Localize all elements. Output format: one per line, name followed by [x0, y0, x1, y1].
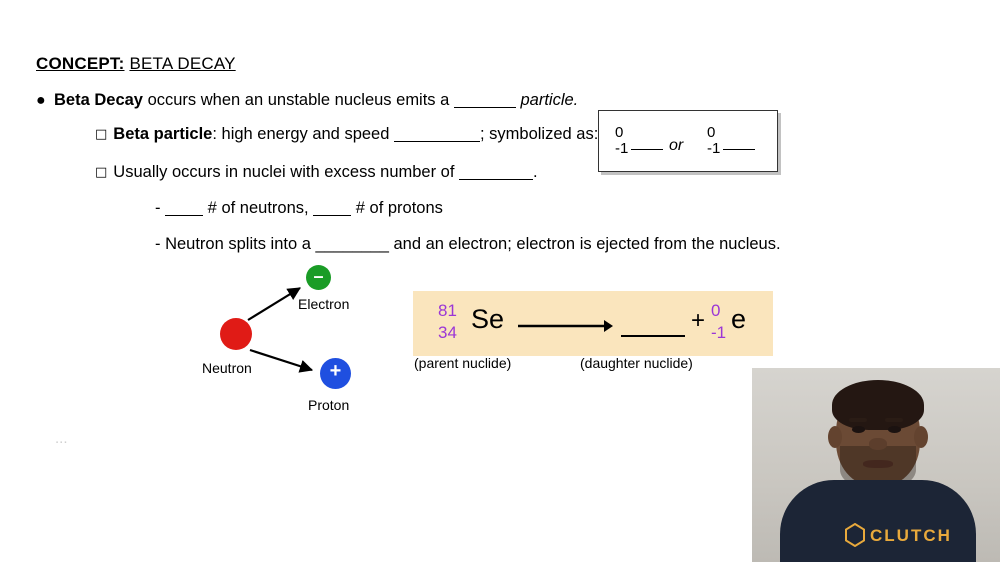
square-bullet-icon: □: [95, 127, 108, 142]
instructor-ear-right: [914, 426, 928, 448]
bullet-line-2: [95, 125, 598, 144]
electron-symbol: e: [731, 304, 747, 334]
beta-symbol-2: [707, 125, 755, 157]
instructor-nose: [869, 438, 887, 450]
bullet-line-1-post: particle.: [515, 91, 579, 109]
title-concept-label: CONCEPT:: [36, 54, 125, 73]
instructor-ear-left: [828, 426, 842, 448]
electron-label: Electron: [298, 296, 350, 312]
bullet-line-5: - Neutron splits into a ________ and an electron; electron is ejected from the nucleus.: [155, 235, 781, 253]
daughter-nuclide-caption: (daughter nuclide): [580, 355, 693, 371]
bullet-line-3: [95, 163, 538, 182]
instructor-eyebrow-right: [885, 418, 903, 422]
blank-fill-2: [394, 141, 480, 142]
beta-symbol-2-blank: [723, 149, 755, 150]
blank-fill-4b: [313, 215, 351, 216]
selenium-nuclide-numbers: [438, 300, 457, 344]
parent-nuclide-caption: (parent nuclide): [414, 355, 512, 371]
electron-nuclide-numbers: [711, 300, 726, 344]
beta-symbol-1-charge: -1: [615, 139, 629, 157]
faint-partial-text: ...: [55, 430, 68, 447]
bullet-line-2-mid2: ; symbolized as:: [479, 125, 599, 143]
clutch-logo-icon: [844, 523, 866, 547]
beta-symbol-1: [615, 125, 663, 157]
beta-symbol-2-charge: -1: [707, 139, 721, 157]
electron-charge-number: -1: [711, 323, 727, 343]
atomic-number: 34: [438, 323, 457, 343]
diagram-arrows: [180, 258, 410, 423]
bullet-line-4-post: # of protons: [351, 199, 443, 217]
plus-sign: +: [691, 307, 706, 334]
bullet-marker: ●: [36, 92, 46, 109]
instructor-eyebrow-left: [849, 418, 867, 422]
electron-charge-sign: –: [313, 266, 324, 286]
neutron-label: Neutron: [202, 360, 252, 376]
proton-charge-sign: +: [329, 360, 342, 382]
bullet-line-4: [155, 199, 443, 218]
title-topic-label: BETA DECAY: [129, 54, 236, 73]
bullet-line-2-mid: : high energy and speed: [212, 125, 394, 143]
electron-mass-number: 0: [711, 301, 721, 320]
neutron-decay-diagram: [180, 258, 410, 423]
clutch-brand-label: CLUTCH: [870, 526, 952, 545]
instructor-mouth: [863, 460, 893, 468]
beta-symbol-2-mass: 0: [707, 124, 716, 141]
bullet-line-3-post: .: [533, 163, 538, 181]
beta-particle-term: Beta particle: [113, 125, 213, 143]
instructor-eye-right: [888, 426, 901, 433]
instructor-eye-left: [852, 426, 865, 433]
blank-fill-4a: [165, 215, 203, 216]
blank-fill-3: [459, 179, 533, 180]
instructor-video-overlay[interactable]: [752, 368, 1000, 562]
symbol-or-label: or: [669, 137, 684, 154]
beta-symbol-box: [598, 110, 778, 172]
instructor-shirt: [780, 480, 976, 562]
proton-label: Proton: [308, 397, 350, 413]
bullet-line-4-mid: # of neutrons,: [203, 199, 314, 217]
neutron-particle-icon: [220, 318, 252, 350]
instructor-hair: [832, 380, 924, 430]
beta-symbol-1-mass: 0: [615, 124, 624, 141]
daughter-nuclide-blank: [621, 313, 685, 337]
reaction-arrow-icon: [518, 319, 613, 333]
bullet-line-3-pre: Usually occurs in nuclei with excess number of: [113, 163, 460, 181]
beta-decay-equation: [413, 291, 773, 356]
element-symbol: Se: [471, 304, 505, 334]
bullet-line-4-pre: -: [155, 199, 166, 217]
beta-decay-term: Beta Decay: [54, 91, 143, 109]
bullet-line-1: [54, 91, 578, 110]
blank-fill-1: [454, 107, 516, 108]
square-bullet-icon-2: □: [95, 165, 108, 180]
page-title: [36, 54, 236, 74]
mass-number: 81: [438, 301, 457, 320]
bullet-line-1-mid: occurs when an unstable nucleus emits a: [142, 91, 454, 109]
beta-symbol-1-blank: [631, 149, 663, 150]
